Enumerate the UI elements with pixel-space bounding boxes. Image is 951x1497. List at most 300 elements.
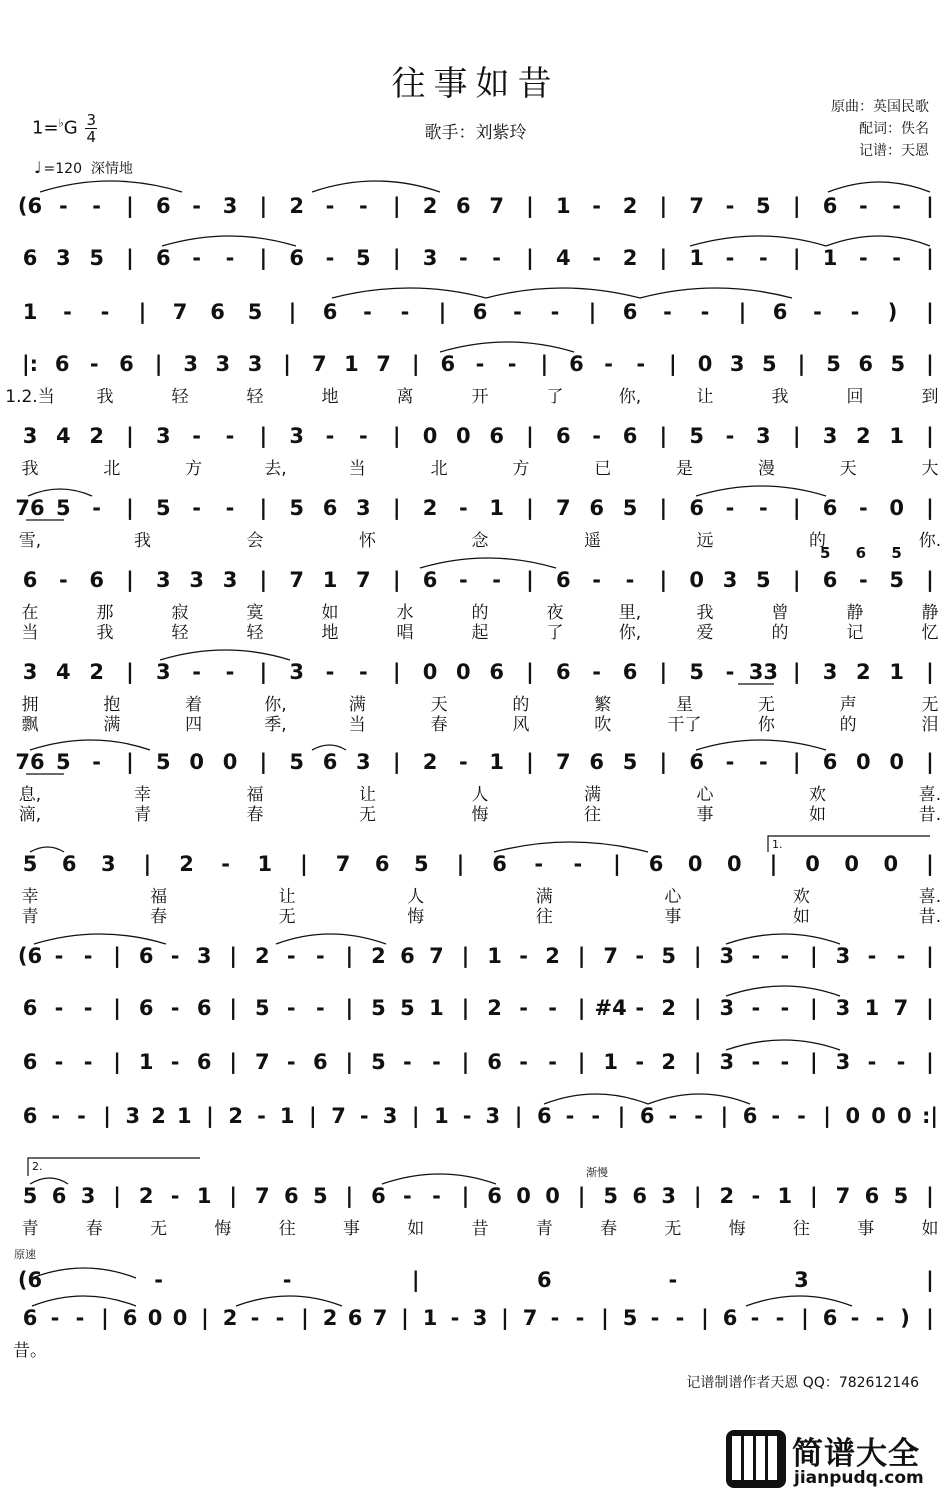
lyric-token: 无 bbox=[921, 695, 939, 715]
note-token: | bbox=[823, 1104, 831, 1128]
note-token: - bbox=[225, 424, 235, 448]
note-token: - bbox=[325, 660, 335, 684]
transcriber-credit: 记谱：天恩 bbox=[859, 143, 929, 159]
lyric-token: 静 bbox=[846, 603, 864, 623]
note-token: 5 bbox=[661, 944, 677, 968]
slur bbox=[696, 740, 826, 750]
note-token: | bbox=[926, 194, 934, 218]
note-token: - bbox=[92, 750, 102, 774]
note-token: - bbox=[458, 246, 468, 270]
note-token: - bbox=[154, 1268, 163, 1292]
note-token: 6 bbox=[689, 496, 704, 520]
note-token: | bbox=[101, 1306, 109, 1330]
note-token: 1 bbox=[422, 1306, 438, 1330]
lyric-token: 满 bbox=[535, 887, 553, 907]
note-token: - bbox=[813, 300, 822, 324]
note-token: 6 bbox=[569, 352, 584, 376]
note-token: | bbox=[617, 1104, 626, 1128]
note-token: 6 bbox=[456, 194, 471, 218]
lyric-token: 我 bbox=[96, 387, 114, 407]
note-token: 0 bbox=[805, 852, 820, 876]
lyric-token: 昔 bbox=[471, 1219, 489, 1239]
note-token: 1 bbox=[689, 246, 704, 270]
note-token: 3 bbox=[125, 1104, 141, 1128]
note-token: | bbox=[259, 246, 268, 270]
note-token: 3 bbox=[719, 996, 735, 1020]
note-token: - bbox=[83, 1050, 93, 1074]
note-token: - bbox=[58, 568, 68, 592]
note-token: | bbox=[501, 1306, 509, 1330]
note-token: - bbox=[77, 1104, 86, 1128]
note-token: 0 bbox=[456, 424, 471, 448]
note-token: 2 bbox=[371, 944, 386, 968]
note-token: 3 bbox=[22, 660, 38, 684]
note-token: 6 bbox=[119, 352, 134, 376]
lyric-token: 福 bbox=[246, 785, 264, 805]
note-token: | bbox=[113, 1184, 121, 1208]
note-token: 3 bbox=[356, 496, 371, 520]
note-token: | bbox=[693, 1050, 702, 1074]
slur bbox=[486, 288, 640, 298]
note-token: | bbox=[926, 1184, 934, 1208]
note-token: - bbox=[100, 300, 110, 324]
slur bbox=[726, 986, 840, 996]
note-token: 6 bbox=[487, 1050, 502, 1074]
note-token: 0 bbox=[889, 496, 904, 520]
slur bbox=[826, 236, 930, 246]
note-token: | bbox=[526, 750, 534, 774]
note-token: 5 bbox=[761, 352, 777, 376]
note-token: | bbox=[659, 194, 668, 218]
note-token: | bbox=[792, 660, 801, 684]
note-token: - bbox=[92, 496, 102, 520]
note-token: 3 bbox=[422, 246, 438, 270]
note-token: 7 bbox=[489, 194, 504, 218]
note-token: - bbox=[282, 1268, 292, 1292]
note-token: 76 bbox=[15, 750, 45, 774]
note-token: 3 bbox=[156, 568, 171, 592]
note-token: 2 bbox=[222, 1306, 238, 1330]
note-token: | bbox=[659, 496, 668, 520]
note-token: 6 bbox=[22, 996, 38, 1020]
note-token: 6 bbox=[322, 496, 338, 520]
slur bbox=[162, 236, 296, 246]
note-token: 7 bbox=[376, 352, 391, 376]
lyric-token: 幸 bbox=[21, 887, 39, 907]
lyric-token: 你, bbox=[618, 623, 642, 643]
lyric-token: 静 bbox=[921, 603, 939, 623]
note-token: 5 bbox=[756, 568, 771, 592]
lyric-token: 天 bbox=[839, 459, 857, 479]
note-token: 6 bbox=[138, 996, 154, 1020]
lyric-token: 念 bbox=[471, 531, 489, 551]
note-token: | bbox=[701, 1306, 709, 1330]
lyric-token: 干了 bbox=[667, 715, 702, 735]
slur bbox=[544, 1094, 648, 1104]
lyric-token: 人 bbox=[471, 785, 489, 805]
lyric-token: 人 bbox=[407, 887, 425, 907]
note-token: 2 bbox=[856, 660, 871, 684]
lyric-token: 怀 bbox=[359, 531, 376, 551]
note-token: - bbox=[850, 300, 860, 324]
note-token: - bbox=[635, 996, 645, 1020]
note-token: - bbox=[548, 996, 557, 1020]
note-token: - bbox=[725, 194, 735, 218]
lyric-token: 抱 bbox=[103, 695, 121, 715]
note-token: 3 bbox=[289, 660, 304, 684]
note-token: 5 bbox=[313, 1184, 328, 1208]
note-token: 6 bbox=[822, 568, 838, 592]
note-token: - bbox=[432, 1050, 441, 1074]
slur bbox=[32, 1268, 136, 1278]
lyric-token: 北 bbox=[103, 459, 121, 479]
note-token: | bbox=[401, 1306, 409, 1330]
note-token: 1 bbox=[889, 660, 904, 684]
note-token: 2 bbox=[422, 496, 438, 520]
note-token: 5 bbox=[254, 996, 270, 1020]
note-token: - bbox=[170, 1050, 180, 1074]
note-token: 3 bbox=[247, 352, 263, 376]
note-token: - bbox=[51, 1104, 61, 1128]
note-token: 6 bbox=[196, 996, 212, 1020]
note-token: - bbox=[635, 944, 645, 968]
note-token: 6 bbox=[210, 300, 225, 324]
note-token: - bbox=[432, 1184, 441, 1208]
note-token: | bbox=[126, 750, 134, 774]
note-token: - bbox=[771, 1104, 781, 1128]
note-token: | bbox=[392, 424, 401, 448]
lyric-token: 轻 bbox=[171, 387, 189, 407]
note-token: 6 bbox=[622, 424, 638, 448]
lyric-token: 你. bbox=[918, 531, 942, 551]
lyric-token: 青 bbox=[21, 907, 39, 927]
note-token: 6 bbox=[22, 1104, 38, 1128]
note-token: | bbox=[526, 568, 534, 592]
lyric-token: 当 bbox=[348, 459, 366, 479]
note-token: - bbox=[604, 352, 613, 376]
note-token: - bbox=[775, 1306, 785, 1330]
note-token: 5 bbox=[889, 568, 904, 592]
note-token: 7 bbox=[835, 1184, 851, 1208]
lyric-token: 的 bbox=[809, 531, 826, 551]
note-token: | bbox=[693, 1184, 702, 1208]
note-token: - bbox=[751, 996, 761, 1020]
note-token: - bbox=[592, 660, 602, 684]
note-token: | bbox=[138, 300, 147, 324]
lyric-token: 寂 bbox=[171, 603, 189, 623]
note-token: | bbox=[540, 352, 549, 376]
note-token: - bbox=[54, 944, 64, 968]
lyric-token: 事 bbox=[857, 1219, 875, 1239]
note-token: 5 bbox=[400, 996, 415, 1020]
note-token: 7 bbox=[556, 496, 571, 520]
slur bbox=[34, 934, 166, 944]
site-logo[interactable] bbox=[726, 1428, 936, 1492]
lyric-token: 让 bbox=[278, 887, 296, 907]
lyric-token: 无 bbox=[664, 1219, 682, 1239]
lyric-token: 远 bbox=[696, 531, 714, 551]
note-token: 5 bbox=[622, 1306, 638, 1330]
lyric-token: 地 bbox=[321, 623, 339, 643]
note-token: - bbox=[325, 246, 335, 270]
slur bbox=[726, 934, 840, 944]
note-token: | bbox=[926, 352, 934, 376]
note-token: | bbox=[126, 424, 134, 448]
note-token: - bbox=[462, 1104, 472, 1128]
note-token: | bbox=[461, 944, 470, 968]
note-token: - bbox=[54, 1050, 64, 1074]
logo-name: 简谱大全 bbox=[792, 1436, 920, 1472]
lyric-token: 如 bbox=[321, 603, 339, 623]
note-token: 1 bbox=[279, 1104, 295, 1128]
note-token: (6 bbox=[17, 194, 43, 218]
note-token: - bbox=[92, 194, 102, 218]
note-token: 3 bbox=[100, 852, 116, 876]
lyric-token: 昔. bbox=[918, 907, 942, 927]
note-token: - bbox=[475, 352, 485, 376]
lyric-token: 悔 bbox=[728, 1219, 746, 1239]
lyric-token: 爱 bbox=[696, 623, 714, 643]
lyric-token: 无 bbox=[359, 805, 376, 825]
note-token: 5 bbox=[413, 852, 429, 876]
note-token: - bbox=[170, 996, 180, 1020]
lyric-token: 1.2.当 bbox=[5, 387, 55, 407]
note-token: - bbox=[858, 194, 868, 218]
note-token: 0 bbox=[896, 1104, 912, 1128]
lyric-token: 水 bbox=[396, 603, 414, 623]
note-token: - bbox=[286, 996, 296, 1020]
note-token: | bbox=[926, 568, 934, 592]
note-token: - bbox=[725, 424, 735, 448]
note-token: - bbox=[548, 1050, 557, 1074]
lyric-token: 你 bbox=[757, 715, 775, 735]
note-token: - bbox=[751, 1184, 761, 1208]
note-token: - bbox=[450, 1306, 460, 1330]
lyric-token: 春 bbox=[150, 907, 168, 927]
note-token: 6 bbox=[374, 852, 390, 876]
note-token: 2 bbox=[622, 194, 638, 218]
note-token: | bbox=[720, 1104, 729, 1128]
lyric-token: 声 bbox=[839, 695, 857, 715]
lyric-token: 满 bbox=[584, 785, 601, 805]
note-token: 7 bbox=[331, 1104, 346, 1128]
lyric-token: 往 bbox=[278, 1219, 296, 1239]
lyric-token: 如 bbox=[407, 1219, 425, 1239]
slur bbox=[32, 1296, 136, 1306]
note-token: | bbox=[392, 194, 401, 218]
note-token: 0 bbox=[172, 1306, 188, 1330]
ritardando-marking: 渐慢 bbox=[586, 1166, 608, 1179]
note-token: 3 bbox=[356, 750, 371, 774]
note-token: 5 bbox=[893, 1184, 909, 1208]
note-token: 6 bbox=[864, 1184, 880, 1208]
note-token: 6 bbox=[742, 1104, 758, 1128]
note-token: 5 bbox=[890, 352, 906, 376]
note-token: (6 bbox=[17, 1268, 43, 1292]
note-token: - bbox=[625, 568, 635, 592]
note-token: | bbox=[926, 660, 934, 684]
note-token: - bbox=[758, 496, 768, 520]
note-token: 4 bbox=[56, 424, 71, 448]
note-token: - bbox=[636, 352, 646, 376]
note-token: 33 bbox=[748, 660, 778, 684]
note-token: | bbox=[693, 996, 702, 1020]
note-token: | bbox=[438, 300, 447, 324]
note-token: 1 bbox=[487, 944, 502, 968]
lyric-token: 滴, bbox=[18, 805, 42, 825]
note-token: 6 bbox=[22, 1050, 38, 1074]
volta-2-label: 2. bbox=[32, 1160, 43, 1173]
note-token: 0 bbox=[422, 660, 438, 684]
note-token: 3 bbox=[156, 424, 171, 448]
note-token: | bbox=[577, 944, 586, 968]
note-token: - bbox=[192, 424, 202, 448]
note-token: 6 bbox=[772, 300, 788, 324]
note-token: 4 bbox=[556, 246, 571, 270]
note-token: - bbox=[550, 1306, 560, 1330]
note-token: - bbox=[458, 568, 468, 592]
note-token: 6 bbox=[51, 1184, 67, 1208]
note-token: | bbox=[411, 352, 420, 376]
lyric-token: 心 bbox=[696, 785, 714, 805]
note-token: - bbox=[192, 660, 202, 684]
note-token: - bbox=[867, 1050, 877, 1074]
lyric-token: 到 bbox=[921, 387, 939, 407]
note-token: 6 bbox=[283, 1184, 299, 1208]
lyric-token: 事 bbox=[696, 805, 714, 825]
note-token: 1 bbox=[889, 424, 904, 448]
note-token: | bbox=[926, 496, 934, 520]
note-token: 2 bbox=[289, 194, 304, 218]
lyric-token: 星 bbox=[676, 695, 694, 715]
note-token: - bbox=[635, 1050, 645, 1074]
slur bbox=[30, 740, 150, 750]
song-title: 往事如昔 bbox=[391, 64, 560, 104]
note-token: 1 bbox=[556, 194, 571, 218]
note-token: | bbox=[259, 660, 268, 684]
note-token: 3 bbox=[22, 424, 38, 448]
lyric-token: 欢 bbox=[792, 887, 810, 907]
note-token: - bbox=[892, 246, 902, 270]
note-token: 7 bbox=[372, 1306, 388, 1330]
note-token: 2 bbox=[179, 852, 194, 876]
note-token: - bbox=[170, 944, 180, 968]
note-token: 6 bbox=[313, 1050, 328, 1074]
note-token: | bbox=[154, 352, 163, 376]
note-token: 0 bbox=[689, 568, 704, 592]
lyric-token: 地 bbox=[321, 387, 339, 407]
lyric-token: 那 bbox=[96, 603, 114, 623]
note-token: 5 bbox=[22, 1184, 38, 1208]
note-token: - bbox=[492, 568, 502, 592]
expression-marking: 深情地 bbox=[90, 161, 133, 177]
slur bbox=[746, 1296, 852, 1306]
note-token: 6 bbox=[289, 246, 304, 270]
note-token: 1 bbox=[176, 1104, 192, 1128]
note-token: | bbox=[300, 852, 308, 876]
note-token: | bbox=[345, 1050, 354, 1074]
note-token: 3 bbox=[156, 660, 171, 684]
lyric-token: 的 bbox=[771, 623, 789, 643]
note-token: 6 bbox=[22, 1306, 38, 1330]
note-token: | bbox=[693, 944, 702, 968]
note-token: 1 bbox=[344, 352, 359, 376]
slur bbox=[440, 342, 574, 352]
note-token: - bbox=[592, 194, 602, 218]
note-token: 3 bbox=[196, 944, 212, 968]
note-token: 6 bbox=[322, 300, 338, 324]
key-signature: 1=♭G $\frac{3}{4}$ bbox=[32, 111, 96, 146]
note-token: | bbox=[411, 1104, 420, 1128]
note-token: 0 bbox=[222, 750, 238, 774]
note-token: 5 bbox=[622, 750, 638, 774]
note-token: - bbox=[592, 246, 602, 270]
lyric-token: 泪 bbox=[921, 715, 939, 735]
note-token: 2 bbox=[151, 1104, 166, 1128]
note-token: | bbox=[526, 194, 534, 218]
note-token: 5 bbox=[156, 750, 171, 774]
note-token: 3 bbox=[835, 996, 851, 1020]
note-token: 3 bbox=[222, 568, 238, 592]
note-token: | bbox=[103, 1104, 111, 1128]
note-token: 5 bbox=[622, 496, 638, 520]
note-token: | bbox=[113, 1050, 121, 1074]
note-token: | bbox=[514, 1104, 523, 1128]
note-token: - bbox=[592, 568, 602, 592]
note-token: - bbox=[89, 352, 99, 376]
time-signature: $\frac{3}{4}$ bbox=[86, 111, 96, 146]
note-token: - bbox=[513, 300, 522, 324]
note-token: | bbox=[577, 1050, 586, 1074]
note-token: 3 bbox=[289, 424, 304, 448]
lyric-token: 天 bbox=[430, 695, 448, 715]
note-token: | bbox=[577, 1184, 586, 1208]
note-token: 0 bbox=[189, 750, 204, 774]
lyric-token: 去, bbox=[264, 459, 287, 479]
note-token: 6 bbox=[822, 194, 838, 218]
note-token: 2 bbox=[719, 1184, 735, 1208]
note-token: | bbox=[259, 194, 268, 218]
lyric-token: 的 bbox=[471, 603, 489, 623]
note-token: 7 bbox=[254, 1050, 270, 1074]
note-token: | bbox=[926, 1306, 934, 1330]
lyric-token: 里, bbox=[618, 603, 642, 623]
lyric-token: 昔。 bbox=[13, 1341, 47, 1361]
note-token: - bbox=[858, 568, 868, 592]
lyric-token: 飘 bbox=[21, 715, 39, 735]
lyric-token: 春 bbox=[85, 1219, 103, 1239]
note-token: 6 bbox=[472, 300, 488, 324]
note-token: 1 bbox=[429, 996, 444, 1020]
note-token: - bbox=[507, 352, 517, 376]
note-token: 5 bbox=[356, 246, 371, 270]
note-token: | bbox=[126, 660, 134, 684]
lyric-token: 轻 bbox=[246, 387, 264, 407]
note-token: 7 bbox=[893, 996, 909, 1020]
note-token: | bbox=[792, 750, 801, 774]
footer-credit: 记谱制谱作者天恩 QQ：782612146 bbox=[686, 1375, 919, 1391]
note-token: 6 bbox=[536, 1268, 552, 1292]
note-token: | bbox=[659, 424, 668, 448]
note-token: 6 bbox=[54, 352, 70, 376]
note-token: | bbox=[143, 852, 152, 876]
lyric-token: 会 bbox=[246, 531, 264, 551]
note-token: 5 bbox=[689, 424, 704, 448]
note-token: 5 bbox=[56, 750, 71, 774]
note-token: - bbox=[358, 194, 368, 218]
note-token: 6 bbox=[589, 496, 604, 520]
volta-1-bracket bbox=[768, 836, 930, 852]
